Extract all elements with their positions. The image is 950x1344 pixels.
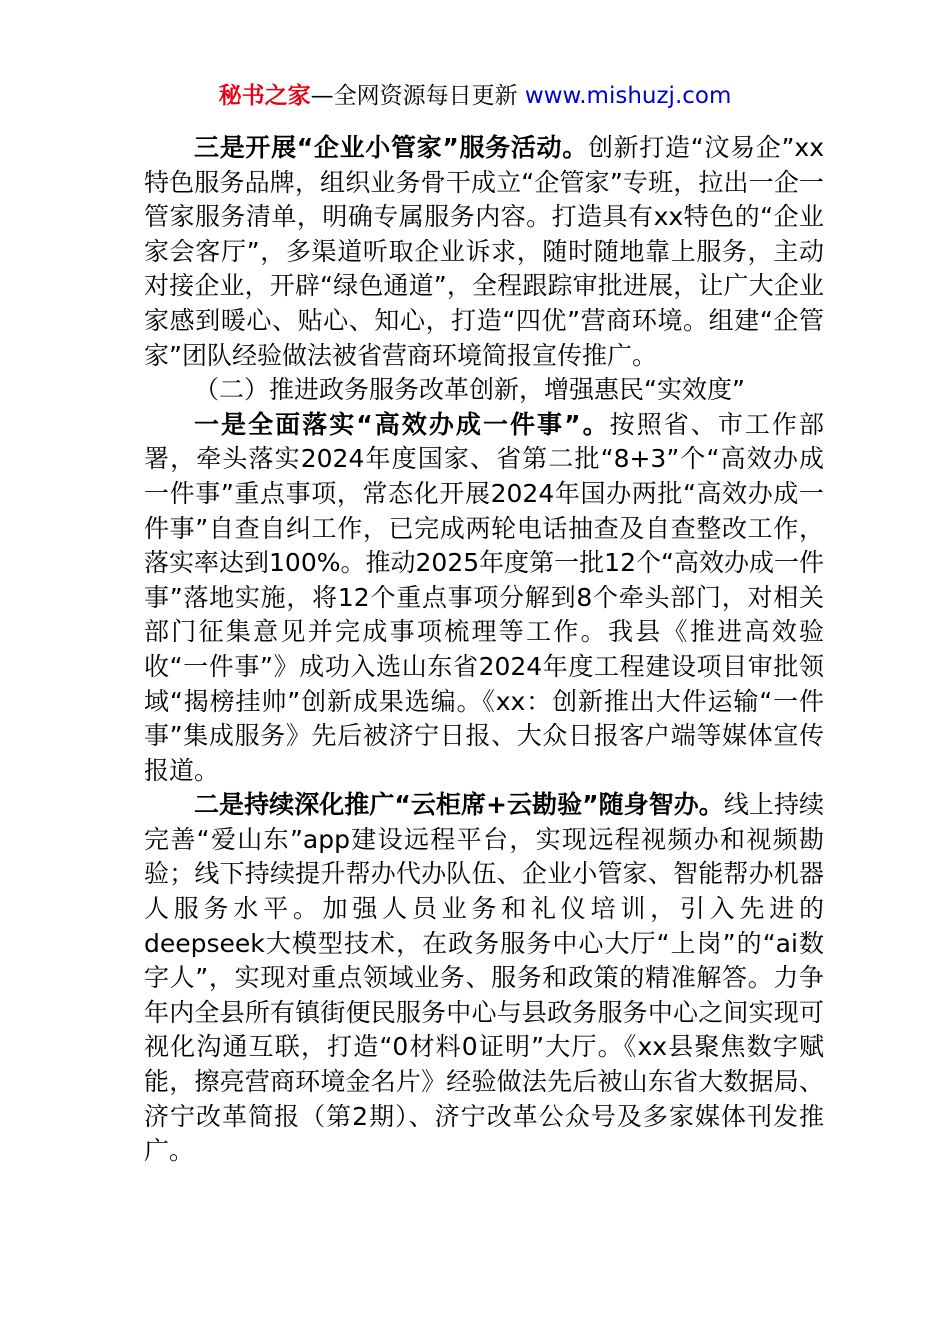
paragraph-text: 线上持续完善“爱山东”app建设远程平台，实现远程视频办和视频勘验；线下持续提升帮办代办队伍、企业小管家、智能帮办机器人服务水平。加强人员业务和礼仪培训，引入先进的deepseek大模型技术，在政务服务中心大厅“上岗”的“ai数字人”，实现对重点领域业务、服务和政策的精准解答。力争年内全县所有镇街便民服务中心与县政务服务中心之间实现可视化沟通互联，打造“0材料0证明”大厅。《xx县聚焦数字赋能，擦亮营商环境金名片》经验做法先后被山东省大数据局、济宁改革简报（第2期）、济宁改革公众号及多家媒体刊发推广。 [144, 790, 824, 1166]
paragraph-lead: 一是全面落实“高效办成一件事”。 [194, 409, 610, 439]
paragraph-one-thing [144, 408, 824, 789]
site-url-link[interactable]: www.mishuzj.com [524, 83, 732, 109]
site-header [0, 80, 950, 112]
brand-name: 秘书之家 [218, 83, 311, 109]
section-heading: （二）推进政务服务改革创新，增强惠民“实效度” [194, 375, 745, 405]
paragraph-text: 创新打造“汶易企”xx特色服务品牌，组织业务骨干成立“企管家”专班，拉出一企一管家服务清单，明确专属服务内容。打造具有xx特色的“企业家会客厅”，多渠道听取企业诉求，随时随地靠上服务，主动对接企业，开辟“绿色通道”，全程跟踪审批进展，让广大企业家感到暖心、贴心、知心，打造“四优”营商环境。组建“企管家”团队经验做法被省营商环境简报宣传推广。 [144, 133, 824, 370]
header-tagline: —全网资源每日更新 [310, 83, 518, 109]
paragraph-enterprise-steward [144, 131, 824, 373]
paragraph-lead: 三是开展“企业小管家”服务活动。 [194, 133, 588, 162]
document-body [144, 131, 824, 1169]
paragraph-text: 按照省、市工作部署，牵头落实2024年度国家、省第二批“8+3”个“高效办成一件事”重点事项，常态化开展2024年国办两批“高效办成一件事”自查自纠工作，已完成两轮电话抽查及自查整改工作，落实率达到100%。推动2025年度第一批12个“高效办成一件事”落地实施，将12个重点事项分解到8个牵头部门，对相关部门征集意见并完成事项梳理等工作。我县《推进高效验收“一件事”》成功入选山东省2024年度工程建设项目审批领域“揭榜挂帅”创新成果选编。《xx：创新推出大件运输“一件事”集成服务》先后被济宁日报、大众日报客户端等媒体宣传报道。 [144, 409, 824, 785]
paragraph-cloud-service [144, 788, 824, 1169]
paragraph-lead: 二是持续深化推广“云柜席+云勘验”随身智办。 [194, 790, 724, 820]
